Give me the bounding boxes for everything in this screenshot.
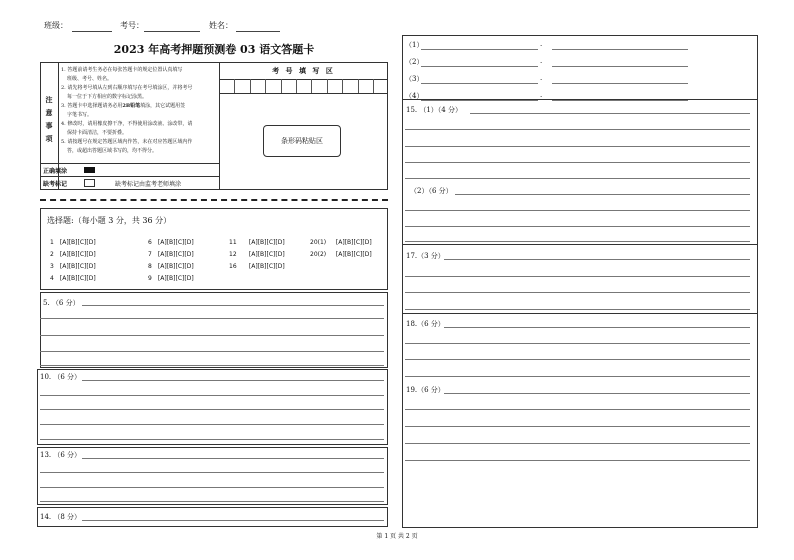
answer-line[interactable] [470,113,750,114]
answer-line[interactable] [40,351,384,352]
mcq-number: 2 [50,251,54,258]
mcq-options[interactable]: [A][B][C][D] [58,263,96,270]
mcq-number: 12 [229,251,237,258]
answer-line[interactable] [40,409,384,410]
answer-line[interactable] [405,460,750,461]
answer-line[interactable] [40,487,384,488]
answer-line[interactable] [405,309,750,310]
exam-no-rule-bottom [219,93,388,94]
answer-line[interactable] [405,343,750,344]
mcq-item[interactable] [148,239,194,246]
answer-line[interactable] [405,359,750,360]
right-rule-2 [402,244,758,245]
answer-line[interactable] [405,178,750,179]
mcq-item[interactable] [229,263,285,270]
mcq-number: 9 [148,275,152,282]
answer-line[interactable] [40,501,384,502]
answer-line[interactable] [455,194,750,195]
answer-line[interactable] [405,241,750,242]
blank-separator: . [540,74,543,82]
absent-checkbox[interactable] [84,179,95,187]
mcq-item[interactable] [50,263,96,270]
blank-separator: . [540,91,543,99]
mcq-options[interactable]: [A][B][C][D] [247,239,285,246]
answer-box-q13 [37,447,388,505]
barcode-label: 条形码粘贴区 [281,137,323,145]
answer-line[interactable] [40,439,384,440]
question-label: 17.（3 分） [406,252,445,260]
exam-digit-cell[interactable] [327,79,328,93]
mcq-number: 8 [148,263,152,270]
question-label: 15. （1）（4 分） [406,106,462,114]
absent-label: 缺考标记 [43,181,68,188]
answer-line[interactable] [82,458,384,459]
answer-line[interactable] [82,520,384,521]
mcq-number: 7 [148,251,152,258]
exam-no-label: 考号： [120,21,144,30]
answer-line[interactable] [405,443,750,444]
answer-line[interactable] [40,365,384,366]
notes-list: 1. 答题前请考生务必在每张答题卡的规定位置认真填写 班级、考号、姓名。 2. 请先将考号填从左到右顺序填写在考号填涂区，并将考号 每一位于下方相应的数字标记涂黑。 3. 答题卡中选择题请务必用2B铅笔填涂，其它试题用签 字笔书写。 4. 修改时，请用橡皮擦干净，不得使用涂改液、涂改带，请 保持卡面清洁，不要折叠。 5. 请按题号在规定答题区域内作答，未在对应答题区域内作 答，或超出答题区域书写的，均不得分。 [61,67,193,154]
exam-digit-cell[interactable] [296,79,297,93]
question-label: 19.（6 分） [406,386,445,394]
blank-line[interactable] [421,66,538,67]
answer-line[interactable] [405,129,750,130]
blank-label: （3） [405,75,424,83]
blank-separator: . [540,57,543,65]
mcq-item[interactable] [50,239,96,246]
answer-line[interactable] [405,146,750,147]
notes-bottom-rule [40,163,219,164]
mcq-item[interactable] [148,275,194,282]
mcq-options[interactable]: [A][B][C][D] [156,251,194,258]
exam-digit-cell[interactable] [281,79,282,93]
name-label: 姓名： [209,21,233,30]
exam-no-rule-top [219,79,388,80]
question-label: 5. （6 分） [43,299,80,307]
mcq-number: 20(2) [310,251,327,258]
mcq-options[interactable]: [A][B][C][D] [156,239,194,246]
exam-digit-cell[interactable] [373,79,374,93]
answer-line[interactable] [405,376,750,377]
answer-line[interactable] [444,393,750,394]
exam-digit-cell[interactable] [265,79,266,93]
blank-line[interactable] [552,49,688,50]
blank-line[interactable] [421,83,538,84]
question-label: 10. （6 分） [40,373,82,381]
correct-fill-sample [84,167,95,173]
correct-fill-label: 正确填涂 [43,168,68,175]
answer-line[interactable] [405,162,750,163]
mcq-number: 3 [50,263,54,270]
question-label: （2）（6 分） [410,187,453,195]
answer-line[interactable] [40,424,384,425]
exam-no-area-title: 考 号 填 写 区 [272,66,335,75]
blank-line[interactable] [552,83,688,84]
page-title: 2023 年高考押题预测卷 03 语文答题卡 [113,43,315,56]
blank-separator: . [540,40,543,48]
question-label: 14. （8 分） [40,513,82,521]
mcq-options[interactable]: [A][B][C][D] [334,251,372,258]
mcq-item[interactable] [310,239,372,246]
mcq-number: 16 [229,263,237,270]
blank-line[interactable] [552,100,688,101]
name-field[interactable] [236,31,280,32]
answer-line[interactable] [405,292,750,293]
answer-line[interactable] [82,305,384,306]
mcq-options[interactable]: [A][B][C][D] [247,263,285,270]
blank-line[interactable] [552,66,688,67]
answer-line[interactable] [40,472,384,473]
exam-digit-cell[interactable] [311,79,312,93]
question-label: 13. （6 分） [40,451,82,459]
mcq-options[interactable]: [A][B][C][D] [156,263,194,270]
mcq-number: 20(1) [310,239,327,246]
mcq-item[interactable] [229,251,285,258]
mcq-item[interactable] [148,263,194,270]
class-field[interactable] [72,31,112,32]
answer-line[interactable] [40,318,384,319]
exam-digit-cell[interactable] [250,79,251,93]
answer-line[interactable] [40,395,384,396]
exam-digit-cell[interactable] [234,79,235,93]
mcq-number: 4 [50,275,54,282]
blank-line[interactable] [421,49,538,50]
mcq-number: 1 [50,239,54,246]
blank-label: （2） [405,58,424,66]
mcq-item[interactable] [50,275,96,282]
cut-line [40,199,388,201]
blank-label: （1） [405,41,424,49]
answer-line[interactable] [405,276,750,277]
blank-label: （4） [405,92,424,100]
class-label: 班级： [44,21,68,30]
page-number: 第 1 页 共 2 页 [376,533,418,540]
exam-digit-cell[interactable] [358,79,359,93]
mcq-options[interactable]: [A][B][C][D] [334,239,372,246]
answer-box-q14 [37,507,388,527]
answer-line[interactable] [82,380,384,381]
mcq-number: 6 [148,239,152,246]
mcq-item[interactable] [229,239,285,246]
exam-digit-cell[interactable] [342,79,343,93]
mcq-options[interactable]: [A][B][C][D] [156,275,194,282]
absent-note: 缺考标记由监考老师填涂 [115,181,182,188]
right-rule-3 [402,313,758,314]
answer-box-q5 [40,292,388,368]
mcq-item[interactable] [148,251,194,258]
mcq-options[interactable]: [A][B][C][D] [58,251,96,258]
answer-line[interactable] [444,259,750,260]
mcq-item[interactable] [50,251,96,258]
mcq-item[interactable] [310,251,372,258]
mcq-number: 11 [229,239,237,246]
exam-no-divider [219,62,220,190]
mcq-title: 选择题:（每小题 3 分，共 36 分） [47,216,172,225]
question-label: 18.（6 分） [406,320,445,328]
answer-line[interactable] [444,327,750,328]
answer-line[interactable] [405,426,750,427]
mcq-options[interactable]: [A][B][C][D] [247,251,285,258]
answer-line[interactable] [405,210,750,211]
exam-no-field[interactable] [144,31,200,32]
answer-line[interactable] [405,226,750,227]
notes-label: 注意事项 [45,95,53,143]
fill-rule [40,176,219,177]
answer-line[interactable] [405,409,750,410]
mcq-options[interactable]: [A][B][C][D] [58,239,96,246]
answer-line[interactable] [40,335,384,336]
blank-line[interactable] [421,100,538,101]
mcq-options[interactable]: [A][B][C][D] [58,275,96,282]
